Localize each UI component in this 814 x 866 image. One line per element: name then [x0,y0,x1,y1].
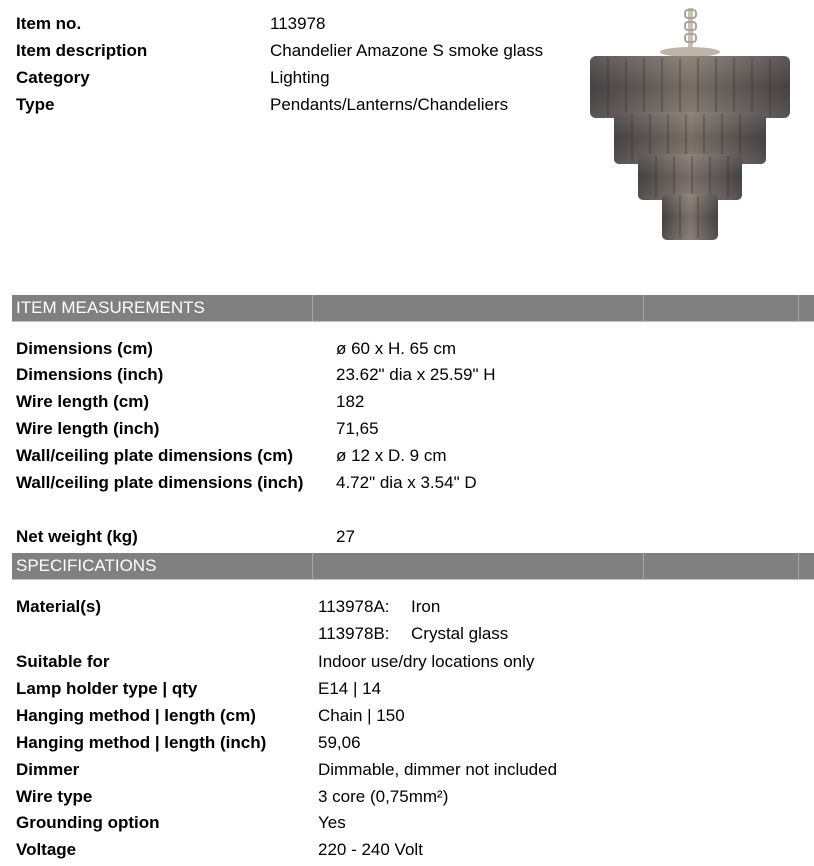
materials-row [16,594,441,620]
measurement-row [16,470,477,496]
chandelier-image [586,8,798,248]
spec-label: Lamp holder type | qty [16,679,198,698]
measurement-value: ø 60 x H. 65 cm [336,339,456,358]
spec-value: Chain | 150 [318,706,405,725]
spec-row [16,676,382,702]
spec-row [16,810,346,836]
net-weight-value: 27 [336,527,355,546]
measurement-value: ø 12 x D. 9 cm [336,446,447,465]
spec-value: 59,06 [318,733,361,752]
measurement-label: Dimensions (cm) [16,339,153,358]
spec-label: Hanging method | length (cm) [16,706,256,725]
category-value: Lighting [270,68,330,87]
spec-value: Dimmable, dimmer not included [318,760,558,779]
materials-label: Material(s) [16,597,102,616]
spec-row [16,757,558,783]
measurement-label: Wall/ceiling plate dimensions (cm) [16,446,294,465]
item-no-label: Item no. [16,14,82,33]
spec-row [16,784,449,810]
measurement-row [16,362,496,388]
measurement-value: 23.62" dia x 25.59" H [336,365,496,384]
net-weight-row [16,524,355,550]
item-description-value: Chandelier Amazone S smoke glass [270,41,544,60]
measurement-row [16,443,447,469]
measurement-value: 71,65 [336,419,379,438]
spec-row [16,730,361,756]
spec-label: Wire type [16,787,93,806]
spec-value: 3 core (0,75mm²) [318,787,449,806]
measurement-row [16,389,365,415]
material-value: Crystal glass [411,624,509,643]
type-value: Pendants/Lanterns/Chandeliers [270,95,509,114]
measurement-label: Dimensions (inch) [16,365,164,384]
specifications-title: SPECIFICATIONS [16,556,157,575]
measurements-section-header [12,295,814,321]
category-label: Category [16,68,90,87]
spec-value: E14 | 14 [318,679,382,698]
material-code: 113978A: [318,597,390,616]
type-row [16,92,509,118]
measurement-value: 182 [336,392,365,411]
specifications-section-header [12,553,814,579]
type-label: Type [16,95,55,114]
spec-row [16,837,423,863]
item-no-row [16,11,326,37]
spec-value: Indoor use/dry locations only [318,652,535,671]
spec-row [16,649,535,675]
item-description-row [16,38,544,64]
measurement-row [16,416,379,442]
material-value: Iron [411,597,441,616]
measurement-row [16,336,456,362]
measurements-title: ITEM MEASUREMENTS [16,298,205,317]
spec-label: Suitable for [16,652,110,671]
spec-label: Hanging method | length (inch) [16,733,267,752]
item-description-label: Item description [16,41,148,60]
measurement-label: Wire length (cm) [16,392,150,411]
spec-value: 220 - 240 Volt [318,840,423,859]
material-code: 113978B: [318,624,390,643]
category-row [16,65,330,91]
spec-label: Grounding option [16,813,160,832]
spec-row [16,703,405,729]
measurement-label: Wire length (inch) [16,419,160,438]
spec-label: Voltage [16,840,77,859]
measurement-value: 4.72" dia x 3.54" D [336,473,477,492]
measurement-label: Wall/ceiling plate dimensions (inch) [16,473,304,492]
net-weight-label: Net weight (kg) [16,527,138,546]
item-no-value: 113978 [270,14,326,33]
spec-value: Yes [318,813,346,832]
spec-label: Dimmer [16,760,80,779]
